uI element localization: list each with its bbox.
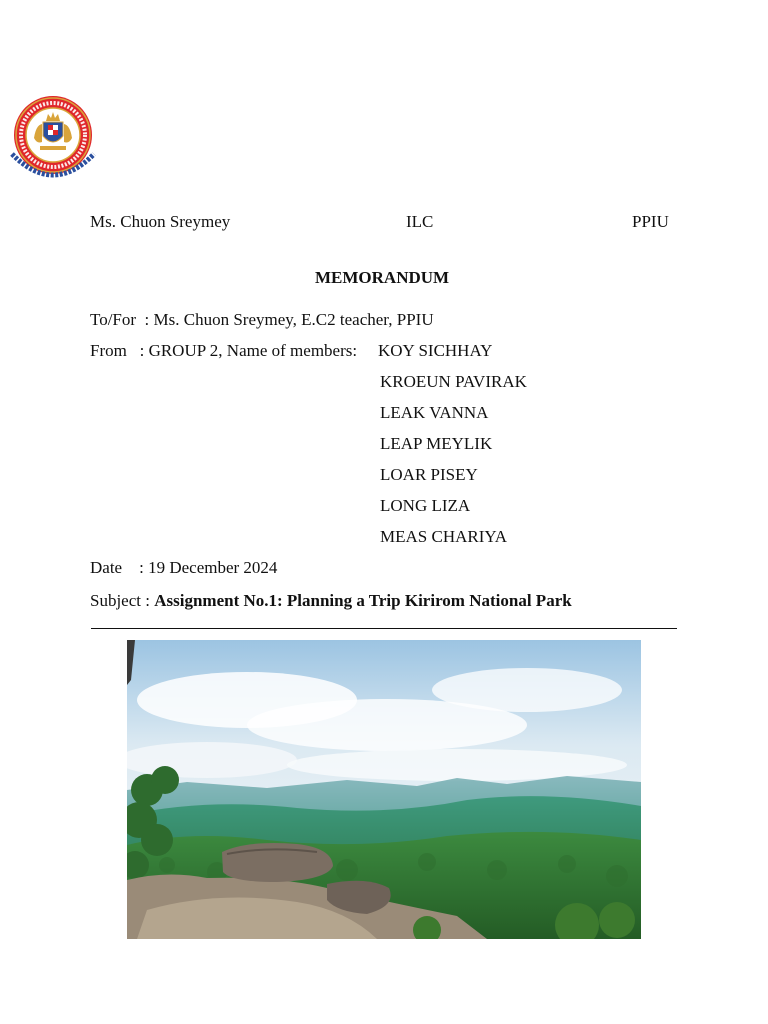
member-name: LEAK VANNA	[380, 403, 489, 422]
subject-value: Assignment No.1: Planning a Trip Kirirom National Park	[154, 591, 572, 610]
to-line	[90, 310, 434, 330]
member-name: LONG LIZA	[380, 496, 471, 515]
header-department: ILC	[406, 212, 434, 231]
date-label: Date :	[90, 558, 149, 577]
to-value: Ms. Chuon Sreymey, E.C2 teacher, PPIU	[153, 310, 434, 329]
memo-title: MEMORANDUM	[315, 268, 450, 287]
divider-line	[91, 628, 677, 629]
header-teacher-name: Ms. Chuon Sreymey	[90, 212, 231, 231]
to-label: To/For :	[90, 310, 154, 329]
subject-label: Subject :	[90, 591, 155, 610]
member-name: LOAR PISEY	[380, 465, 478, 484]
from-line	[90, 341, 357, 361]
subject-line	[90, 591, 572, 611]
from-label: From :	[90, 341, 149, 360]
kirirom-landscape-photo	[127, 640, 641, 939]
member-name: KROEUN PAVIRAK	[380, 372, 527, 391]
member-name: MEAS CHARIYA	[380, 527, 508, 546]
from-value: GROUP 2, Name of members:	[148, 341, 358, 360]
header-institution: PPIU	[632, 212, 669, 231]
university-logo	[6, 92, 100, 190]
member-name: LEAP MEYLIK	[380, 434, 493, 453]
date-line	[90, 558, 277, 578]
date-value: 19 December 2024	[148, 558, 278, 577]
member-name: KOY SICHHAY	[378, 341, 493, 360]
university-seal-icon	[6, 92, 100, 190]
